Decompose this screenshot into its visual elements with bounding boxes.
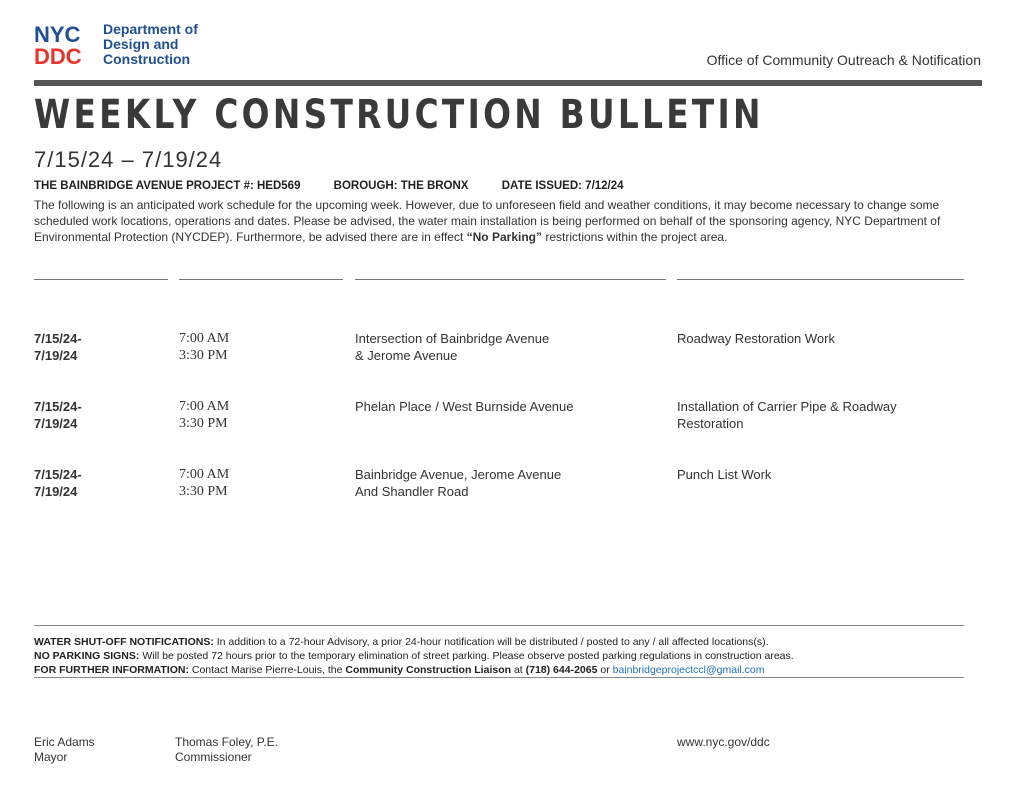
location-line-2: And Shandler Road [355, 484, 469, 499]
schedule-time [179, 466, 319, 500]
borough: BOROUGH: THE BRONX [333, 180, 469, 192]
location-line-1: Bainbridge Avenue, Jerome Avenue [355, 467, 562, 482]
date-end: 7/19/24 [34, 348, 78, 363]
department-name [103, 22, 198, 67]
notices-rule-top [34, 625, 964, 626]
schedule-location [355, 398, 655, 415]
work-line-1: Punch List Work [677, 467, 772, 482]
date-start: 7/15/24- [34, 467, 82, 482]
info-label: FOR FURTHER INFORMATION: [34, 664, 189, 676]
mayor-title: Mayor [34, 750, 68, 764]
schedule-location [355, 466, 655, 500]
location-line-1: Phelan Place / West Burnside Avenue [355, 399, 574, 414]
time-start: 7:00 AM [179, 467, 230, 482]
column-rule-date [34, 279, 168, 280]
water-text: In addition to a 72-hour Advisory, a prior 24-hour notification will be distributed / posted to any / all affected locations(s). [213, 636, 769, 648]
liaison-email-link[interactable]: bainbridgeprojectccl@gmail.com [612, 664, 765, 676]
work-line-2: Restoration [677, 416, 744, 431]
notices-block [34, 635, 794, 677]
commissioner-block [175, 735, 278, 765]
department-line-3: Construction [103, 51, 191, 67]
schedule-row [34, 466, 974, 526]
schedule-work [677, 398, 957, 432]
info-or: or [597, 664, 613, 676]
parking-label: NO PARKING SIGNS: [34, 650, 140, 662]
commissioner-title: Commissioner [175, 750, 252, 764]
time-end: 3:30 PM [179, 348, 228, 363]
liaison-title: Community Construction Liaison [345, 664, 512, 676]
column-rule-work [677, 279, 964, 280]
location-line-1: Intersection of Bainbridge Avenue [355, 331, 550, 346]
date-end: 7/19/24 [34, 484, 78, 499]
info-at: at [511, 664, 526, 676]
time-start: 7:00 AM [179, 331, 230, 346]
info-text: Contact Marise Pierre-Louis, the [188, 664, 346, 676]
liaison-phone: (718) 644-2065 [525, 664, 598, 676]
parking-text: Will be posted 72 hours prior to the temporary elimination of street parking. Please observe posted parking regulations in construction areas. [139, 650, 794, 662]
time-end: 3:30 PM [179, 484, 228, 499]
column-rule-time [179, 279, 343, 280]
bulletin-title: WEEKLY CONSTRUCTION BULLETIN [34, 92, 764, 138]
header-rule [34, 80, 982, 86]
logo-nyc-text: NYC [34, 22, 81, 47]
date-start: 7/15/24- [34, 399, 82, 414]
date-end: 7/19/24 [34, 416, 78, 431]
column-rule-location [355, 279, 666, 280]
website-link[interactable]: www.nyc.gov/ddc [677, 735, 770, 749]
schedule-time [179, 330, 319, 364]
schedule-date [34, 330, 154, 364]
department-line-2: Design and [103, 36, 179, 52]
mayor-block [34, 735, 95, 765]
work-line-1: Installation of Carrier Pipe & Roadway [677, 399, 897, 414]
office-name: Office of Community Outreach & Notification [706, 52, 981, 68]
time-end: 3:30 PM [179, 416, 228, 431]
water-label: WATER SHUT-OFF NOTIFICATIONS: [34, 636, 214, 648]
schedule-work [677, 466, 957, 483]
schedule-time [179, 398, 319, 432]
logo-ddc-text: DDC [34, 44, 82, 66]
schedule-work [677, 330, 957, 347]
notices-rule-bottom [34, 677, 964, 678]
mayor-name: Eric Adams [34, 735, 95, 749]
info-notice [34, 663, 794, 677]
schedule-row [34, 330, 974, 398]
nyc-ddc-logo [34, 22, 98, 66]
intro-no-parking: “No Parking” [466, 230, 542, 244]
schedule-location [355, 330, 655, 364]
parking-notice [34, 649, 794, 663]
schedule-date [34, 466, 154, 500]
water-notice [34, 635, 794, 649]
location-line-2: & Jerome Avenue [355, 348, 458, 363]
project-meta [34, 180, 654, 192]
bulletin-date-range: 7/15/24 – 7/19/24 [34, 147, 223, 172]
project-number: THE BAINBRIDGE AVENUE PROJECT #: HED569 [34, 180, 301, 192]
schedule-table [34, 330, 974, 526]
intro-paragraph [34, 197, 954, 245]
schedule-row [34, 398, 974, 466]
time-start: 7:00 AM [179, 399, 230, 414]
department-line-1: Department of [103, 21, 198, 37]
schedule-date [34, 398, 154, 432]
intro-text-1: The following is an anticipated work schedule for the upcoming week. However, due to unforeseen field and weather conditions, it may become necessary to change some scheduled work locations, operations and dates. Please be advised, the water main installation is being performed on behalf of the sponsoring agency, NYC Department of Environmental Protection (NYCDEP). Furthermore, be advised there are in effect [34, 198, 941, 244]
date-issued: DATE ISSUED: 7/12/24 [501, 180, 624, 192]
work-line-1: Roadway Restoration Work [677, 331, 835, 346]
intro-text-2: restrictions within the project area. [542, 230, 728, 244]
date-start: 7/15/24- [34, 331, 82, 346]
commissioner-name: Thomas Foley, P.E. [175, 735, 278, 749]
